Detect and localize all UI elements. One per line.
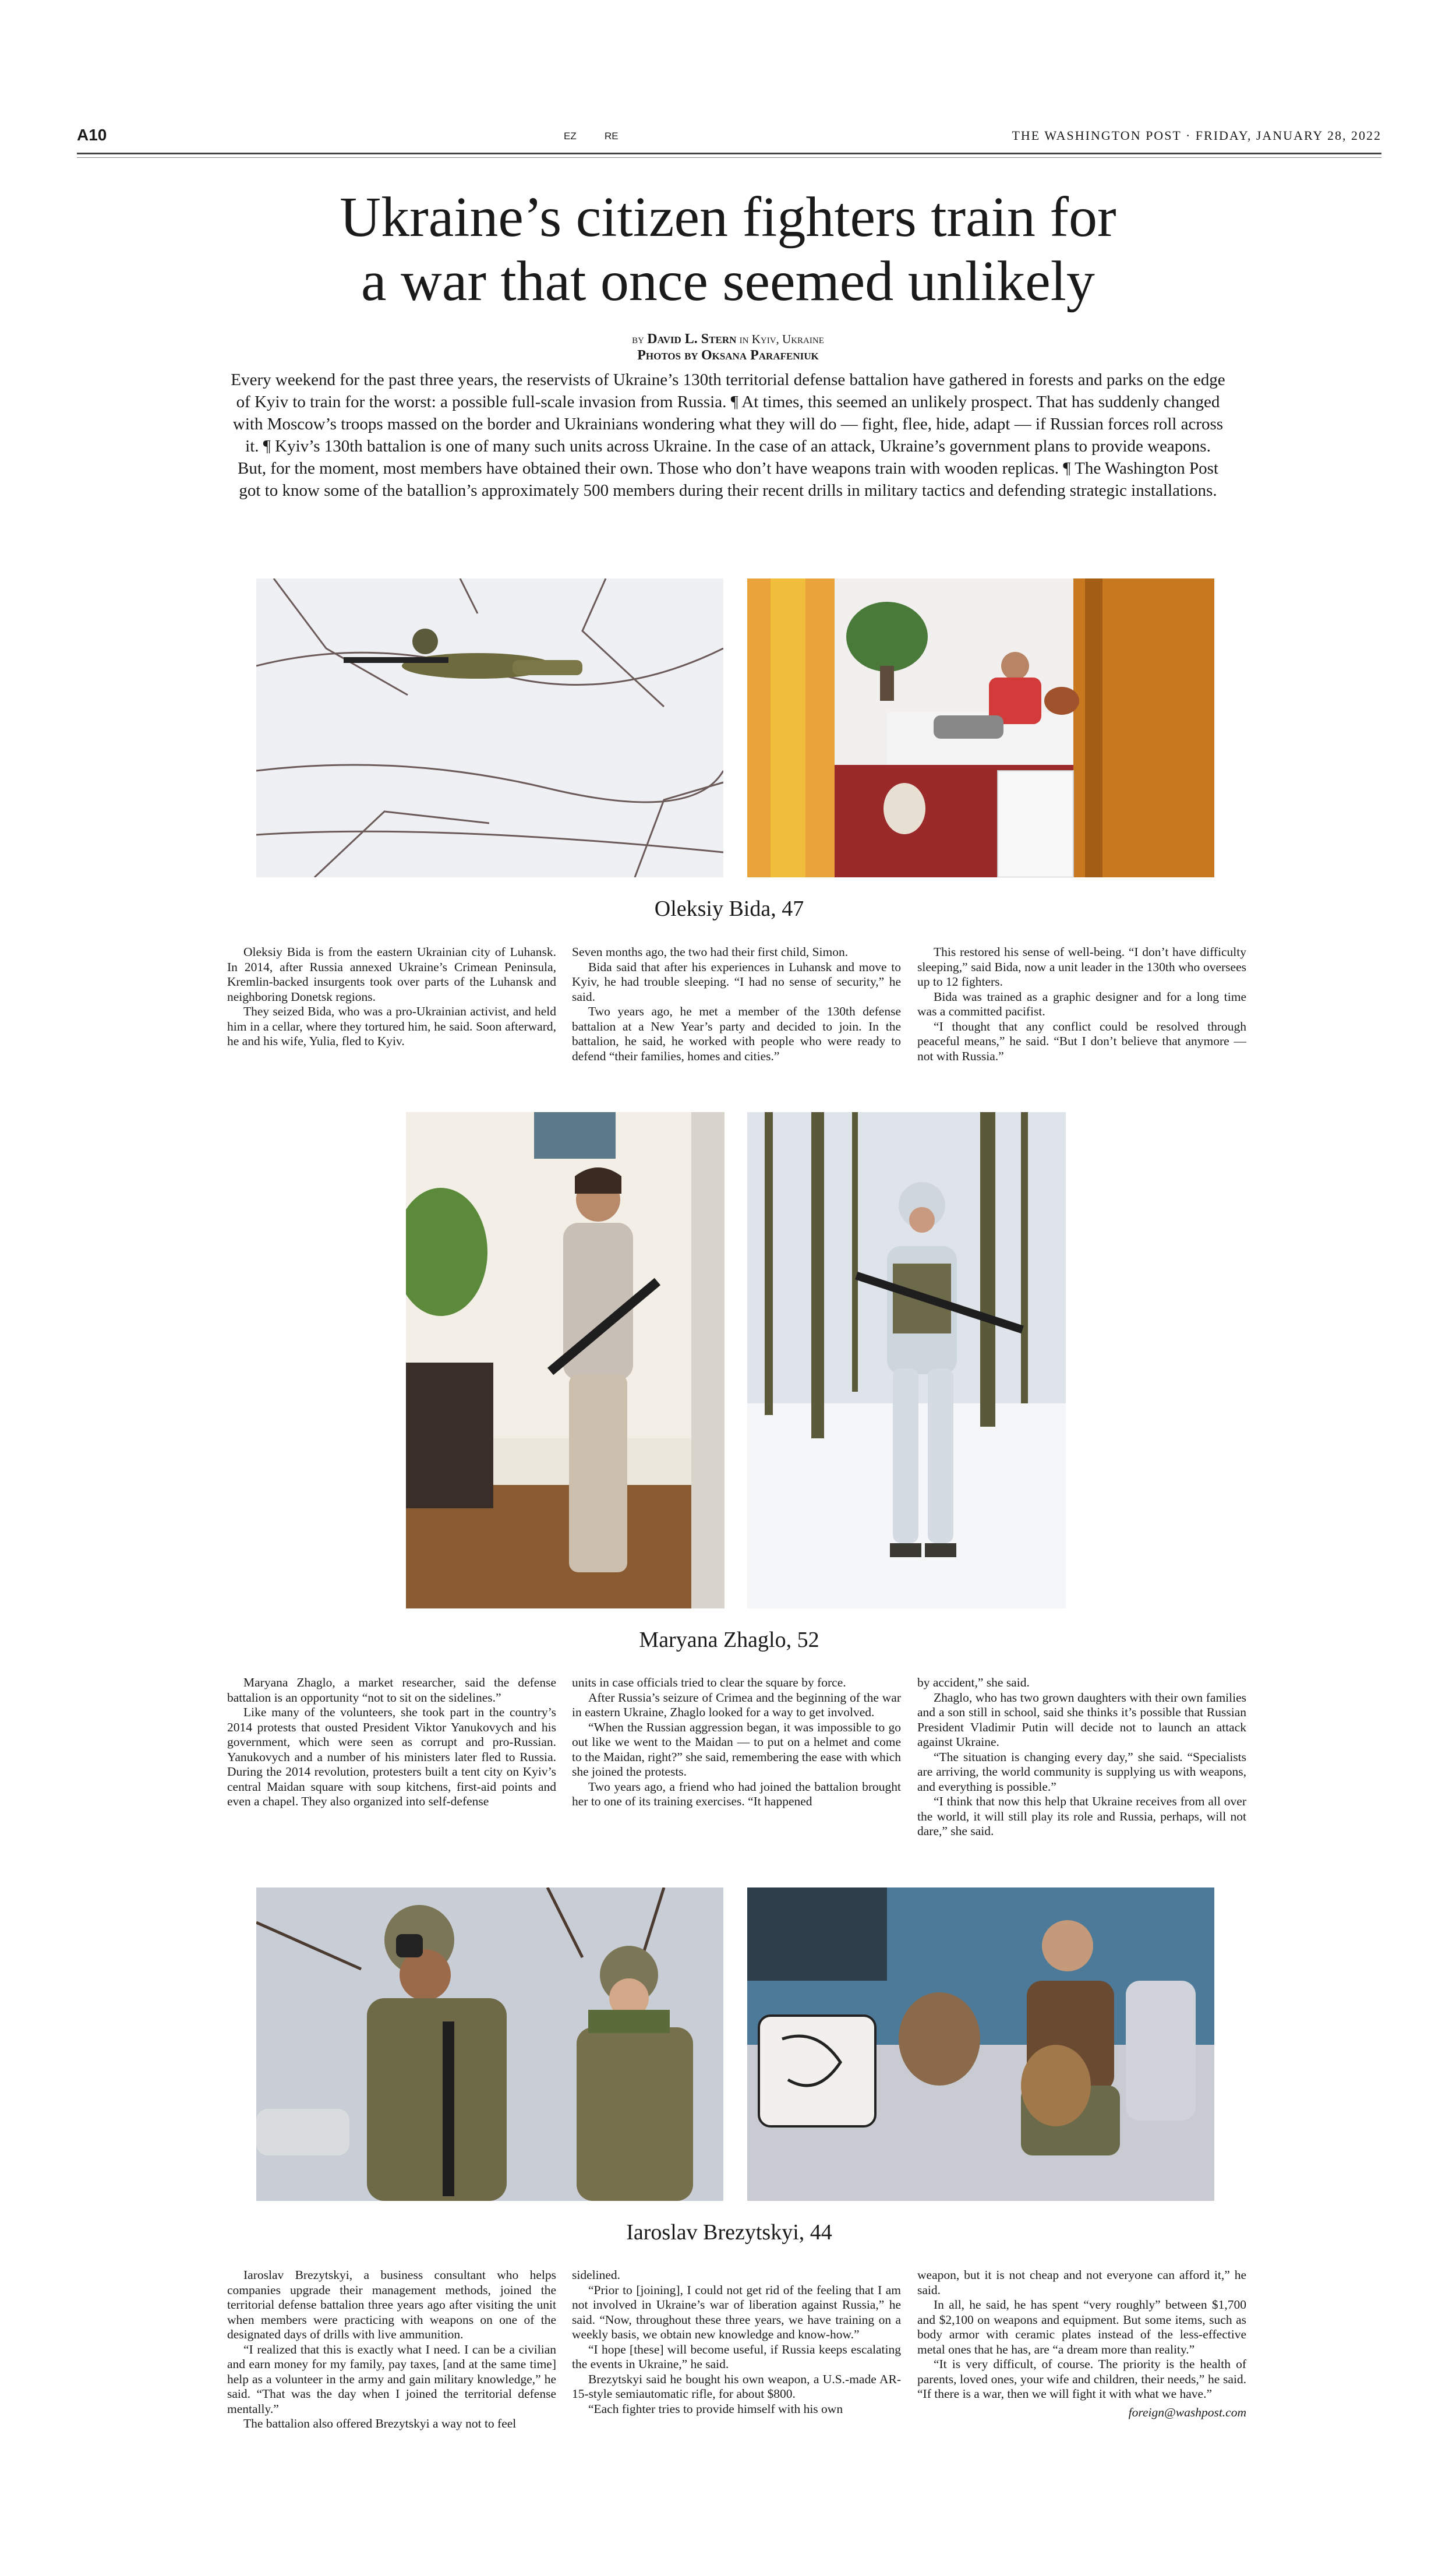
page-number: A10	[77, 126, 107, 144]
story-paragraph: Bida said that after his experiences in Luhansk and move to Kyiv, he had trouble sleeping. “I had no sense of security,” he said.	[572, 959, 901, 1004]
story-paragraph: Two years ago, he met a member of the 130th defense battalion at a New Year’s party and decided to join. In the battalion, he said, he worked with people who were ready to defend “their families, homes and cities.”	[572, 1004, 901, 1063]
story-paragraph: Bida was trained as a graphic designer and for a long time was a committed pacifist.	[917, 989, 1246, 1018]
headline-line-2: a war that once seemed unlikely	[361, 250, 1095, 313]
story-paragraph: “I thought that any conflict could be resolved through peaceful means,” he said. “But I don’t believe that anymore — not with Russia.”	[917, 1019, 1246, 1063]
story-paragraph: “Each fighter tries to provide himself with his own	[588, 2401, 843, 2416]
story-paragraph: Iaroslav Brezytskyi, a business consultant who helps companies upgrade their management methods, joined the territorial defense battalion three years ago after visiting the unit when members were practicing with weapons on one of the designated days of drills with live ammunition.	[227, 2268, 556, 2341]
photo-fighters-with-binoculars	[256, 1887, 723, 2201]
story-column	[227, 1675, 556, 1809]
story-column	[917, 2268, 1246, 2420]
page-folio	[77, 126, 1381, 143]
story-paragraph: This restored his sense of well-being. “I don’t have difficulty sleeping,” said Bida, now a unit leader in the 130th who oversees up to 12 fighters.	[917, 945, 1246, 989]
story-column	[572, 2268, 901, 2416]
story-paragraph: In all, he said, he has spent “very roughly” between $1,700 and $2,100 on weapons and equipment. But some items, such as body armor with ceramic plates instead of the less-effective metal ones that he has, are “a dream more than reality.”	[917, 2298, 1246, 2356]
section-caption: Iaroslav Brezytskyi, 44	[626, 2220, 832, 2245]
story-paragraph: “When the Russian aggression began, it was impossible to go out like we went to the Maidan — to put on a helmet and come to the Maidan, right?” she said, remembering the ease with which she joined the protests.	[572, 1720, 901, 1779]
folio-rule	[77, 153, 1381, 154]
story-paragraph: The battalion also offered Brezytskyi a way not to feel	[243, 2416, 517, 2430]
story-paragraph: “I hope [these] will become useful, if Russia keeps escalating the events in Ukraine,” he said.	[572, 2342, 901, 2371]
story-column	[917, 945, 1246, 1064]
story-column	[572, 1675, 901, 1809]
story-paragraph: Maryana Zhaglo, a market researcher, said the defense battalion is an opportunity “not to sit on the sidelines.”	[227, 1675, 556, 1705]
photos-prefix: Photos by	[637, 348, 698, 363]
story-paragraph: They seized Bida, who was a pro-Ukrainian activist, and held him in a cellar, where they tortured him, he said. Soon afterward, he and his wife, Yulia, fled to Kyiv.	[227, 1004, 556, 1048]
section-caption: Maryana Zhaglo, 52	[639, 1628, 819, 1652]
story-paragraph: “I think that now this help that Ukraine receives from all over the world, it will still play its role and Russia, perhaps, will not dare,” she said.	[917, 1794, 1246, 1838]
headline	[175, 185, 1281, 313]
photographer-name: Oksana Parafeniuk	[701, 348, 819, 363]
story-paragraph: After Russia’s seizure of Crimea and the beginning of the war in eastern Ukraine, Zhaglo looked for a way to get involved.	[572, 1690, 901, 1719]
story-column	[227, 945, 556, 1049]
intro-paragraph: Every weekend for the past three years, the reservists of Ukraine’s 130th territorial defense battalion have gathered in forests and parks on the edge of Kyiv to train for the worst: a possible full-scale invasion from Russia. ¶ At times, this seemed an unlikely prospect. That has suddenly changed with Moscow’s troops massed on the border and Ukrainians wondering what they will do — fight, flee, hide, adapt — if Russian forces roll across it. ¶ Kyiv’s 130th battalion is one of many such units across Ukraine. In the case of an attack, Ukraine’s government plans to provide weapons. But, for the moment, most members have obtained their own. Those who don’t have weapons train with wooden replicas. ¶ The Washington Post got to know some of the batallion’s approximately 500 members during their recent drills in military tactics and defending strategic installations.	[231, 371, 1225, 500]
edition-code: EZ	[564, 130, 577, 142]
story-column	[917, 1675, 1246, 1839]
photo-soldier-in-snow	[256, 578, 723, 877]
photo-man-with-dogs-on-sofa	[747, 1887, 1214, 2201]
byline	[408, 331, 1048, 364]
headline-line-1: Ukraine’s citizen fighters train for	[340, 186, 1116, 249]
dateline: THE WASHINGTON POST · FRIDAY, JANUARY 28, 2022	[1012, 128, 1381, 143]
photo-woman-with-rifle-indoors	[406, 1112, 725, 1608]
byline-location: in Kyiv, Ukraine	[739, 332, 824, 346]
story-paragraph: Brezytskyi said he bought his own weapon, a U.S.-made AR-15-style semiautomatic rifle, for about $800.	[572, 2372, 901, 2401]
story-paragraph: “It is very difficult, of course. The priority is the health of parents, loved ones, your wife and children, their needs,” he said. “If there is a war, then we will fight it with what we have.”	[917, 2357, 1246, 2401]
folio-rule-thin	[77, 157, 1381, 158]
story-paragraph: “The situation is changing every day,” she said. “Specialists are arriving, the world community is supplying us with weapons, and everything is possible.”	[917, 1749, 1246, 1794]
photo-woman-in-snow-camouflage	[747, 1112, 1066, 1608]
story-column	[227, 2268, 556, 2432]
reporter-email-signoff: foreign@washpost.com	[1128, 2405, 1246, 2419]
edition-code: RE	[605, 130, 619, 142]
story-paragraph: units in case officials tried to clear the square by force.	[572, 1675, 846, 1689]
story-column	[572, 945, 901, 1064]
byline-by: by	[632, 332, 644, 346]
author-name: David L. Stern	[647, 331, 737, 347]
story-paragraph: Oleksiy Bida is from the eastern Ukrainian city of Luhansk. In 2014, after Russia annexed Ukraine’s Crimean Peninsula, Kremlin-backed insurgents took over parts of the Luhansk and neighboring Donetsk regions.	[227, 945, 556, 1004]
story-paragraph: Like many of the volunteers, she took part in the country’s 2014 protests that ousted President Viktor Yanukovych and his government, which were seen as corrupt and pro-Russian. Yanukovych and a number of his ministers later fled to Russia. During the 2014 revolution, protesters built a tent city on Kyiv’s central Maidan square with soup kitchens, first-aid points and even a chapel. They also organized into self-defense	[227, 1705, 556, 1808]
photo-man-with-child-bedroom	[747, 578, 1214, 877]
photo-credit-line	[408, 347, 1048, 364]
story-paragraph: Seven months ago, the two had their first child, Simon.	[572, 945, 849, 959]
story-paragraph: “I realized that this is exactly what I need. I can be a civilian and earn money for my family, pay taxes, [and at the same time] help as a volunteer in the army and gain military knowledge,” he said. “That was the day when I joined the territorial defense mentally.”	[227, 2342, 556, 2416]
story-paragraph: Zhaglo, who has two grown daughters with their own families and a son still in school, said she thinks it’s possible that Russian President Vladimir Putin will decide not to launch an attack against Ukraine.	[917, 1690, 1246, 1749]
story-paragraph: weapon, but it is not cheap and not everyone can afford it,” he said.	[917, 2268, 1246, 2297]
section-caption: Oleksiy Bida, 47	[654, 897, 804, 921]
story-paragraph: by accident,” she said.	[917, 1675, 1030, 1689]
story-paragraph: Two years ago, a friend who had joined the battalion brought her to one of its training exercises. “It happened	[572, 1779, 901, 1808]
story-paragraph: sidelined.	[572, 2268, 620, 2282]
author-line	[408, 331, 1048, 347]
story-paragraph: “Prior to [joining], I could not get rid of the feeling that I am not involved in Ukraine’s war of liberation against Russia,” he said. “Now, throughout these three years, we have training on a weekly basis, we obtain new knowledge and know-how.”	[572, 2282, 901, 2341]
